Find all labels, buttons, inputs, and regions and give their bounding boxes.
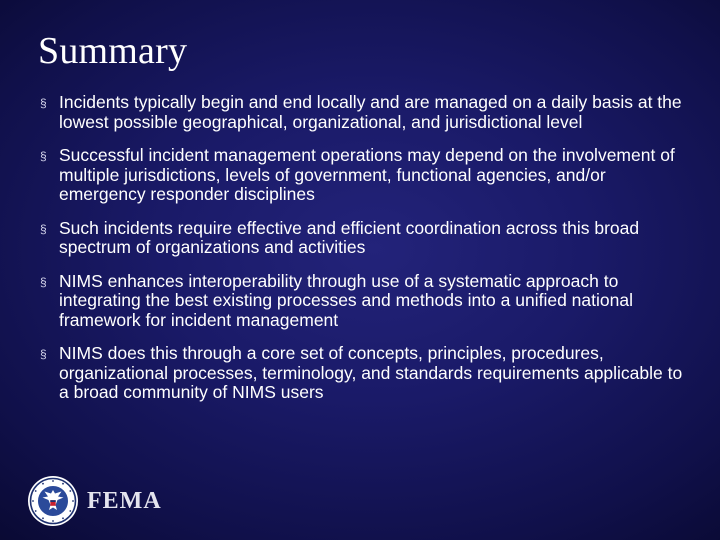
bullet-marker-icon: § — [40, 274, 47, 289]
bullet-item — [40, 219, 690, 258]
bullet-text: NIMS enhances interoperability through use of a systematic approach to integrating the best existing processes and methods into a unified national framework for incident management — [59, 270, 633, 330]
bullet-text: Successful incident management operations may depend on the involvement of multiple jurisdictions, levels of government, functional agencies, and/or emergency responder disciplines — [59, 145, 675, 204]
bullet-text: Such incidents require effective and efficient coordination across this broad spectrum of organizations and activities — [59, 217, 640, 257]
slide-title: Summary — [38, 30, 188, 72]
dhs-seal-icon — [27, 475, 79, 527]
bullet-item — [40, 146, 690, 205]
bullet-list — [40, 93, 690, 417]
fema-logo — [27, 474, 162, 528]
bullet-item — [40, 344, 690, 403]
bullet-text: NIMS does this through a core set of concepts, principles, procedures, organizational processes, terminology, and standards requirements applicable to a broad community of NIMS users — [59, 343, 683, 402]
bullet-marker-icon: § — [40, 347, 47, 361]
fema-wordmark: FEMA — [87, 487, 162, 514]
bullet-marker-icon: § — [40, 96, 47, 110]
bullet-item — [40, 93, 690, 132]
bullet-text: Incidents typically begin and end locally and are managed on a daily basis at the lowest possible geographical, organizational, and jurisdictional level — [59, 92, 682, 132]
bullet-marker-icon: § — [40, 149, 47, 163]
bullet-item — [40, 272, 690, 331]
bullet-marker-icon: § — [40, 221, 47, 236]
